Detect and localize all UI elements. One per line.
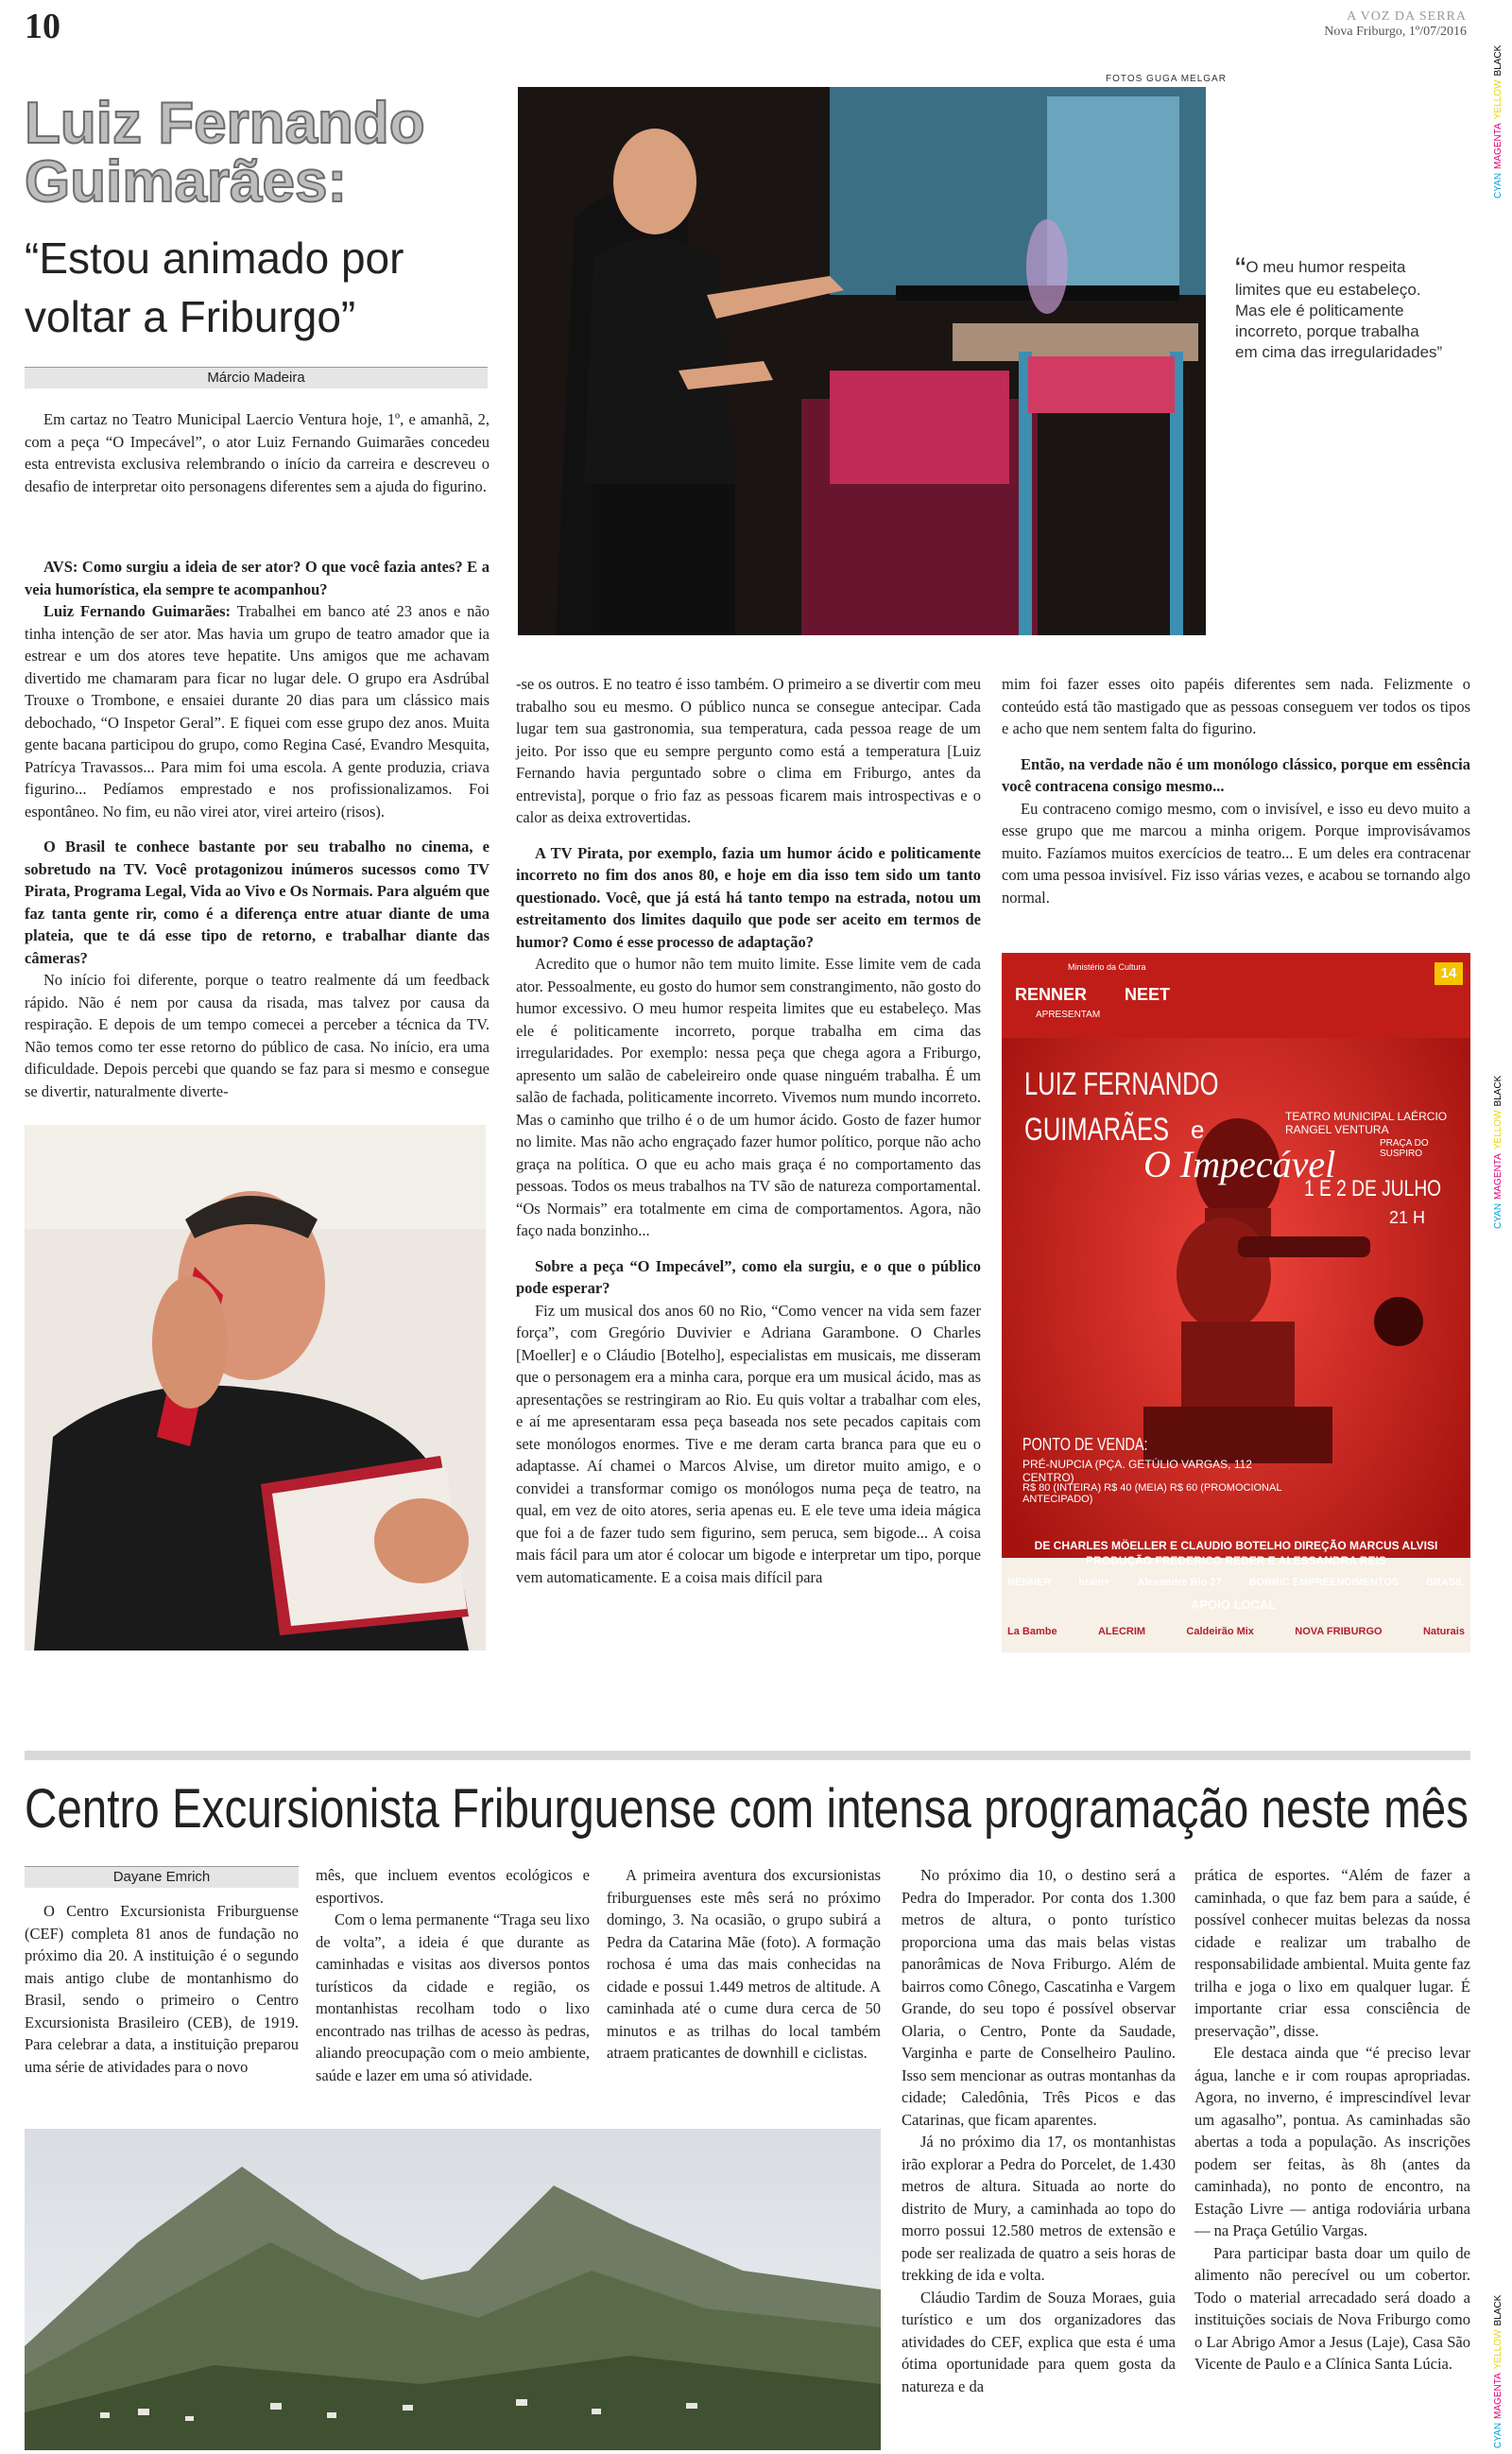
logo-la-bambe: La Bambe <box>1007 1626 1057 1637</box>
age-rating-badge: 14 <box>1435 962 1463 985</box>
logo-brain: brain+ <box>1078 1577 1110 1588</box>
interview-question: AVS: Como surgiu a ideia de ser ator? O que você fazia antes? E a veia humorística, ela sempre te acompanhou? <box>25 558 490 598</box>
poster-venue: TEATRO MUNICIPAL LAÉRCIO RANGEL VENTURA <box>1285 1110 1448 1136</box>
logo-brasil: BRASIL <box>1426 1577 1465 1588</box>
black-label: BLACK <box>1493 2294 1503 2326</box>
poster-sale-title: PONTO DE VENDA: <box>1022 1435 1148 1454</box>
paragraph: Com o lema permanente “Traga seu lixo de volta”, a ideia é que durante as caminhadas e visitas aos diversos pontos turísticos da cidade e região, os montanhistas recolham todo o lixo encontrado nas trilhas de acesso às pedras, aliando preocupação com o meio ambiente, saúde e lazer em uma só atividade. <box>316 1910 590 2084</box>
article-column-2 <box>516 673 981 1588</box>
quote-mark: “ <box>1235 251 1246 287</box>
paragraph: mês, que incluem eventos ecológicos e esportivos. <box>316 1866 590 1907</box>
paragraph: Ele destaca ainda que “é preciso levar água, lanche e ir com roupas apropriadas. Agora, no inverno, é imprescindível levar um agasalho”, pontua. As caminhadas são abertas a toda a população. As inscrições podem ser feitas, às 8h (antes da caminhada), no ponto de encontro, na Estação Livre — antiga rodoviária urbana — na Praça Getúlio Vargas. <box>1194 2044 1470 2239</box>
pull-quote <box>1235 251 1443 363</box>
play-poster <box>1002 953 1470 1652</box>
poster-dates: 1 E 2 DE JULHO <box>1304 1176 1442 1201</box>
poster-credits-1: DE CHARLES MÖELLER E CLAUDIO BOTELHO DIREÇÃO MARCUS ALVISI <box>1034 1539 1438 1552</box>
speaker-name: Luiz Fernando Guimarães: <box>43 602 231 620</box>
logo-alexandre-rio: Alexandre Rio 27 <box>1137 1577 1222 1588</box>
interview-question: Sobre a peça “O Impecável”, como ela surgiu, e o que o público pode esperar? <box>516 1256 981 1297</box>
yellow-label: YELLOW <box>1493 1110 1503 1150</box>
yellow-label: YELLOW <box>1493 79 1503 120</box>
article-byline: Márcio Madeira <box>25 367 488 389</box>
article-column-1 <box>25 543 490 1102</box>
paragraph: Eu contraceno comigo mesmo, com o invisível, e isso eu devo muito a esse grupo que me marcou a minha origem. Porque improvisávamos muito. Fazíamos muitos exercícios de teatro... E um deles era contracenar com uma pessoa invisível. Fiz isso várias vezes, e acabou se tornando algo normal. <box>1002 799 1470 907</box>
page-number: 10 <box>25 7 60 46</box>
poster-venue-sub: PRAÇA DO SUSPIRO <box>1380 1138 1429 1159</box>
paragraph: Cláudio Tardim de Souza Moraes, guia turístico e um dos organizadores das atividades do CEF, explica que esta é uma ótima oportunidade para quem gosta da natureza e da <box>902 2288 1176 2395</box>
article2-byline: Dayane Emrich <box>25 1866 299 1888</box>
masthead <box>1324 9 1467 40</box>
magenta-label: MAGENTA <box>1493 123 1503 169</box>
paragraph: -se os outros. E no teatro é isso também. O primeiro a se divertir com meu trabalho sou eu mesmo. O público nunca se consegue antecipar. Cada lugar tem sua gastronomia, sua temperatura, cada pessoa reage de um jeito. Por isso que eu sempre pergunto como está a temperatura [Luiz Fernando havia perguntado sobre o clima em Friburgo, antes da entrevista], porque o frio faz as pessoas ficarem mais introspectivas e o calor as deixa extrovertidas. <box>516 675 981 826</box>
paragraph: Para participar basta doar um quilo de alimento não perecível ou um cobertor. Todo o material arrecadado será doado a instituições sociais de Nova Friburgo como o Lar Abrigo Amor a Jesus (Laje), Casa São Vicente de Paulo e a Clínica Santa Lúcia. <box>1194 2243 1470 2373</box>
article2-column-5 <box>1194 1864 1470 2376</box>
article-column-3 <box>1002 673 1470 908</box>
cyan-label: CYAN <box>1493 172 1503 199</box>
interview-question: Então, na verdade não é um monólogo clássico, porque em essência você contracena consigo mesmo... <box>1002 754 1470 795</box>
color-bar-bottom <box>1493 2291 1503 2448</box>
magenta-label: MAGENTA <box>1493 2373 1503 2419</box>
poster-time: 21 H <box>1389 1208 1426 1227</box>
paragraph: Já no próximo dia 17, os montanhistas irão explorar a Pedra do Porcelet, de 1.430 metros de altura. Situada ao norte do distrito de Mury, a caminhada ao topo do morro possui 12.580 metros de extensão e pode ser realizada de quatro a seis horas de trekking de ida e volta. <box>902 2133 1176 2284</box>
logo-naturais: Naturais <box>1422 1626 1465 1637</box>
paragraph: No início foi diferente, porque o teatro realmente dá um feedback rápido. Não é nem por causa da risada, mas talvez por causa da respiração. E depois de um tempo comecei a perceber a técnica da TV. Não temos como ter esse retorno do público de casa. No início, era uma dificuldade. Depois percebi que quando se faz para si mesmo e consegue se divertir, naturalmente diverte- <box>25 971 490 1100</box>
paragraph: mim foi fazer esses oito papéis diferentes sem nada. Felizmente o conteúdo está tão mastigado que as pessoas conseguem ver todos os tipos e acho que nem sentem falta do figurino. <box>1002 675 1470 737</box>
section-divider <box>25 1751 1470 1760</box>
paragraph: A primeira aventura dos excursionistas friburguenses este mês será no próximo domingo, 3. Na ocasião, o grupo subirá a Pedra da Catarina Mãe (foto). A formação rochosa é uma das mais conhecidas na cidade e possui 1.449 metros de altitude. A caminhada até o cume dura cerca de 50 minutos e as trilhas do local também atraem praticantes de downhill e ciclistas. <box>607 1866 881 2062</box>
interview-question: A TV Pirata, por exemplo, fazia um humor ácido e politicamente incorreto no fim dos anos 80, e hoje em dia isso tem sido um tanto questionado. Você, que já está há tanto tempo na estrada, notou um estreitamento dos limites daquilo que pode ser aceito em termos de humor? Como é esse processo de adaptação? <box>516 843 981 951</box>
article2-column-2 <box>316 1864 590 2086</box>
article2-column-4 <box>902 1864 1176 2397</box>
interview-answer: Luiz Fernando Guimarães: Trabalhei em banco até 23 anos e não tinha intenção de ser ator. Mas havia um grupo de teatro amador que ia estrear e um dos atores teve hepatite. Uns amigos que me achavam divertido me chamaram para ficar no lugar dele. O grupo era Asdrúbal Trouxe o Trombone, e ensaiei durante 20 dias para um clássico mais debochado, “O Inspetor Geral”. E fiquei com esse grupo dez anos. Muita gente bacana participou do grupo, como Regina Casé, Evandro Mesquita, Patrícya Travassos... Para mim foi uma escola. A gente produzia, criava figurino... Pedíamos emprestado e nos profissionalizamos. Foi espontâneo. No fim, eu não virei ator, virei arteiro (risos). <box>25 602 490 821</box>
color-bar-top <box>1493 42 1503 199</box>
mountain-photo <box>25 2129 881 2450</box>
poster-sale-place: PRÉ-NUPCIA (PÇA. GETÚLIO VARGAS, 112 CENTRO) <box>1022 1458 1252 1484</box>
paragraph: O Centro Excursionista Friburguense (CEF) completa 81 anos de fundação no próximo dia 20. A instituição é o segundo mais antigo clube de montanhismo do Brasil, sendo o primeiro o Centro Excursionista Brasileiro (CEB), de 1919. Para celebrar a data, a instituição preparou uma série de atividades para o novo <box>25 1902 299 2076</box>
logo-renner: RENNER <box>1007 1577 1052 1588</box>
poster-logo-row <box>1007 1577 1465 1588</box>
paragraph: Fiz um musical dos anos 60 no Rio, “Como vencer na vida sem fazer força”, com Gregório Duvivier e Adriana Garambone. O Charles [Moeller] e o Cláudio [Botelho], especialistas em musicais, me disseram que o personagem era a minha cara, porque era um musical ácido, mas as apresentações se restringiram ao Rio. Eu quis voltar a trabalhar com eles, e aí me apresentaram essa peça baseada nos sete pecados capitais com sete monólogos enormes. Tive e me deram carta branca para que eu o adaptasse. Aí chamei o Marcos Alvise, um diretor muito amigo, e o convidei a transformar comigo os monólogos numa peça de teatro, na qual, em vez de oito atores, seria apenas eu. E ele teve uma ideia mágica que foi a de fazer tudo sem figurino, sem peruca, sem bigode... A coisa mais fácil para um ator é colocar um bigode e interpretar um tipo, porque vem automaticamente. E a coisa mais difícil para <box>516 1301 981 1586</box>
poster-prices: R$ 80 (INTEIRA) R$ 40 (MEIA) R$ 60 (PROMOCIONAL ANTECIPADO) <box>1022 1482 1282 1505</box>
article2-headline: Centro Excursionista Friburguense com intensa programação neste mês <box>25 1778 1469 1840</box>
logo-caldeirao: Caldeirão Mix <box>1186 1626 1254 1637</box>
interview-question: O Brasil te conhece bastante por seu trabalho no cinema, e sobretudo na TV. Você protagonizou inúmeros sucessos como TV Pirata, Programa Legal, Vida ao Vivo e Os Normais. Para alguém que faz tanta gente rir, como é a diferença entre atuar diante de uma plateia, que te dá esse tipo de retorno, e trabalhar diante das câmeras? <box>25 838 490 967</box>
poster-name-e: e <box>1191 1115 1205 1144</box>
article-headline: Luiz Fernando Guimarães: <box>25 91 425 215</box>
paragraph: No próximo dia 10, o destino será a Pedra do Imperador. Por conta dos 1.300 metros de altura, o ponto turístico proporciona uma das mais belas vistas panorâmicas de Nova Friburgo. Além de bairros como Cônego, Cascatinha e Vargem Grande, do seu topo é possível observar Olaria, o Centro, Ponte da Saudade, Varginha e parte de Conselheiro Paulino. Isso sem mencionar as outras montanhas da cidade; Caledônia, Três Picos e das Catarinas, que ficam aparentes. <box>902 1866 1176 2129</box>
logo-alecrim: ALECRIM <box>1097 1626 1146 1637</box>
poster-name-line2: GUIMARÃES <box>1024 1112 1170 1148</box>
cyan-label: CYAN <box>1493 1202 1503 1229</box>
logo-borric: BORRIC EMPREENDIMENTOS <box>1248 1577 1400 1588</box>
magenta-label: MAGENTA <box>1493 1153 1503 1200</box>
actor-stage-photo <box>518 87 1206 635</box>
logo-nova-friburgo: NOVA FRIBURGO <box>1295 1626 1383 1637</box>
poster-local-logos <box>1007 1626 1465 1637</box>
article-lead <box>25 408 490 497</box>
poster-apoio: APOIO LOCAL <box>1191 1598 1277 1612</box>
poster-name-line1: LUIZ FERNANDO <box>1024 1066 1219 1102</box>
article2-column-1 <box>25 1900 299 2078</box>
poster-ministry: Ministério da Cultura <box>1068 962 1146 972</box>
yellow-label: YELLOW <box>1493 2329 1503 2370</box>
poster-credits-2: PRODUÇÃO FREDERICO REDER E ALESSANDRA REIS <box>1086 1554 1386 1567</box>
poster-sponsor-neet: NEET <box>1125 985 1171 1004</box>
article-subheadline: “Estou animado por voltar a Friburgo” <box>25 233 404 341</box>
pull-quote-text: O meu humor respeita limites que eu estabeleço. Mas ele é politicamente incorreto, porque trabalha em cima das irregularidades” <box>1235 258 1443 361</box>
poster-sponsor-renner: RENNER <box>1015 985 1088 1004</box>
poster-presents: APRESENTAM <box>1036 1010 1101 1020</box>
article2-column-3 <box>607 1864 881 2065</box>
black-label: BLACK <box>1493 1075 1503 1107</box>
actor-phone-photo <box>25 1125 486 1650</box>
photo-credit: FOTOS GUGA MELGAR <box>1106 74 1227 84</box>
newspaper-name: A VOZ DA SERRA <box>1347 9 1467 24</box>
black-label: BLACK <box>1493 44 1503 77</box>
cyan-label: CYAN <box>1493 2422 1503 2448</box>
color-bar-middle <box>1493 1072 1503 1229</box>
poster-script-title: O Impecável <box>1143 1143 1336 1185</box>
paragraph: prática de esportes. “Além de fazer a caminhada, o que faz bem para a saúde, é possível conhecer muitas belezas da nossa cidade e realizar um trabalho de responsabilidade ambiental. Muita gente faz trilha e joga o lixo em qualquer lugar. É importante criar essa consciência de preservação”, disse. <box>1194 1866 1470 2040</box>
paragraph: Acredito que o humor não tem muito limite. Esse limite vem de cada ator. Pessoalmente, eu gosto do humor sem constrangimento, não gosto do humor excessivo. O meu humor respeita limites que eu estabeleço. Mas ele é politicamente incorreto, porque trabalha em cima das irregularidades. Por exemplo: nessa peça que chega agora a Friburgo, apresento um salão de cabeleireiro onde quase ninguém trabalha. É um salão de fachada, politicamente incorreto. Vivemos num mundo incorreto. Mas o caminho que trilho é o de um humor ácido. Gosto de fazer humor no limite. Mas não acho engraçado fazer humor político, porque não acho graça na política. O que eu acho mais graça é no comportamento das pessoas. Todos os meus trabalhos na TV são de natureza comportamental. “Os Normais” era totalmente em cima de comportamentos. Agora, não faço nada bonzinho... <box>516 955 981 1239</box>
dateline: Nova Friburgo, 1º/07/2016 <box>1324 25 1467 39</box>
lead-paragraph: Em cartaz no Teatro Municipal Laercio Ventura hoje, 1º, e amanhã, 2, com a peça “O Impecável”, o ator Luiz Fernando Guimarães concedeu esta entrevista exclusiva relembrando o início da carreira e descreveu o desafio de interpretar oito personagens diferentes sem a ajuda do figurino. <box>25 410 490 495</box>
